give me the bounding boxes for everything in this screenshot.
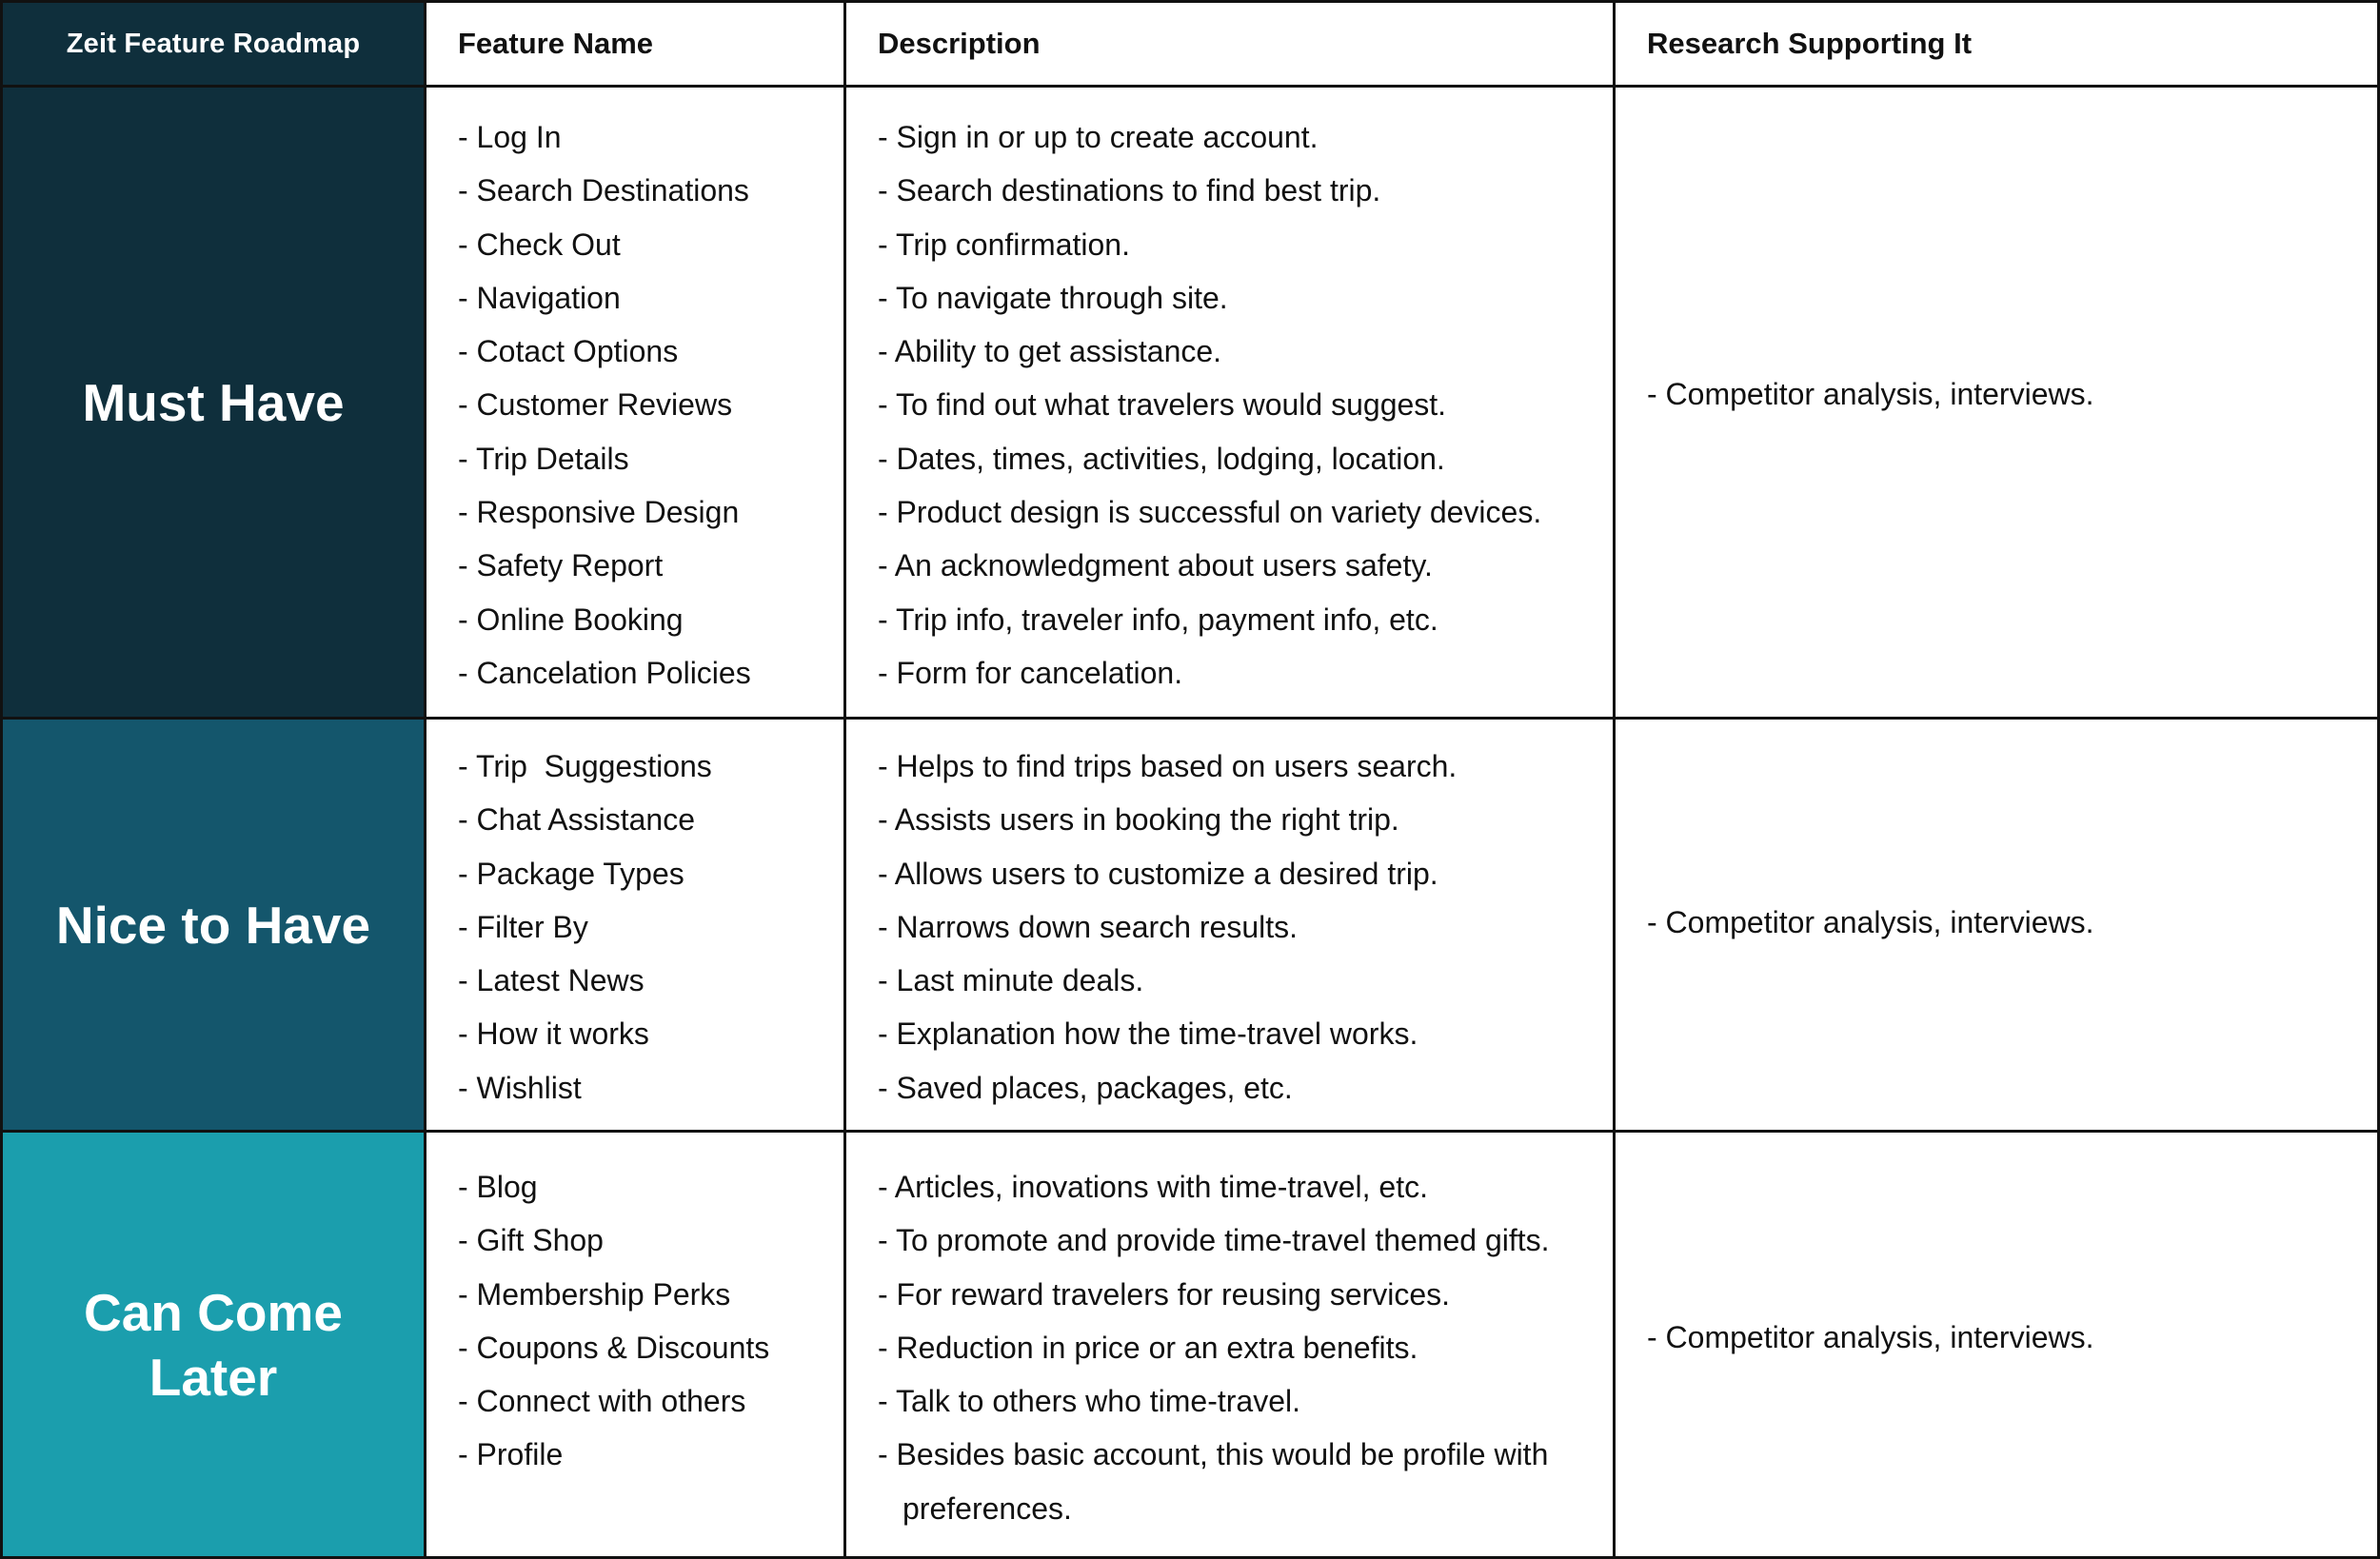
list-item: - Online Booking xyxy=(458,602,684,637)
list-item: - Customer Reviews xyxy=(458,387,733,423)
list-item: - Saved places, packages, etc. xyxy=(878,1070,1293,1105)
can-come-later-descriptions xyxy=(843,1130,1613,1556)
list-item: - Last minute deals. xyxy=(878,963,1144,998)
list-item: - Trip confirmation. xyxy=(878,227,1130,262)
list-item: - Product design is successful on variety devices. xyxy=(878,495,1542,530)
list-item: - Connect with others xyxy=(458,1384,746,1419)
list-item: - Blog xyxy=(458,1170,538,1204)
category-nice-to-have: Nice to Have xyxy=(3,717,424,1130)
nice-to-have-research: - Competitor analysis, interviews. xyxy=(1613,717,2377,1130)
feature-list xyxy=(426,720,843,1115)
feature-list xyxy=(426,1133,843,1482)
list-item: - Sign in or up to create account. xyxy=(878,120,1319,154)
list-item: - For reward travelers for reusing services. xyxy=(878,1276,1451,1312)
list-item: - Chat Assistance xyxy=(458,802,695,838)
list-item: - Allows users to customize a desired trip. xyxy=(878,856,1438,891)
description-header: Description xyxy=(843,3,1613,85)
feature-list xyxy=(426,88,843,700)
must-have-research: - Competitor analysis, interviews. xyxy=(1613,85,2377,717)
list-item: - Form for cancelation. xyxy=(878,655,1183,690)
list-item: - Cancelation Policies xyxy=(458,655,751,690)
list-item: - Ability to get assistance. xyxy=(878,334,1222,369)
list-item: - Talk to others who time-travel. xyxy=(878,1384,1301,1419)
description-list xyxy=(846,720,1613,1115)
list-item: - To find out what travelers would suggest. xyxy=(878,387,1447,423)
list-item: - Articles, inovations with time-travel, etc. xyxy=(878,1170,1428,1204)
list-item: - Besides basic account, this would be profile with preferences. xyxy=(878,1437,1549,1526)
list-item: - To navigate through site. xyxy=(878,280,1228,315)
list-item: - Filter By xyxy=(458,909,588,944)
list-item: - How it works xyxy=(458,1016,649,1052)
list-item: - Search Destinations xyxy=(458,173,749,208)
must-have-descriptions xyxy=(843,85,1613,717)
list-item: - Latest News xyxy=(458,963,645,998)
list-item: - Reduction in price or an extra benefits. xyxy=(878,1330,1418,1365)
list-item: - Wishlist xyxy=(458,1070,582,1105)
list-item: - Safety Report xyxy=(458,548,664,583)
list-item: - Membership Perks xyxy=(458,1276,731,1312)
list-item: - Navigation xyxy=(458,280,621,315)
roadmap-title: Zeit Feature Roadmap xyxy=(3,3,424,85)
list-item: - Profile xyxy=(458,1437,564,1472)
can-come-later-research: - Competitor analysis, interviews. xyxy=(1613,1130,2377,1556)
list-item: - Gift Shop xyxy=(458,1223,604,1258)
list-item: - Trip info, traveler info, payment info, etc. xyxy=(878,602,1438,637)
list-item: - Trip Suggestions xyxy=(458,749,712,783)
list-item: - Log In xyxy=(458,120,562,154)
list-item: - An acknowledgment about users safety. xyxy=(878,548,1433,583)
list-item: - To promote and provide time-travel themed gifts. xyxy=(878,1223,1550,1258)
list-item: - Trip Details xyxy=(458,441,629,476)
nice-to-have-descriptions xyxy=(843,717,1613,1130)
list-item: - Cotact Options xyxy=(458,334,679,369)
list-item: - Responsive Design xyxy=(458,495,740,530)
can-come-later-features xyxy=(424,1130,843,1556)
list-item: - Dates, times, activities, lodging, location. xyxy=(878,441,1445,476)
list-item: - Explanation how the time-travel works. xyxy=(878,1016,1418,1052)
category-can-come-later: Can Come Later xyxy=(3,1130,424,1556)
list-item: - Coupons & Discounts xyxy=(458,1330,770,1365)
research-header: Research Supporting It xyxy=(1613,3,2377,85)
must-have-features xyxy=(424,85,843,717)
feature-name-header: Feature Name xyxy=(424,3,843,85)
list-item: - Search destinations to find best trip. xyxy=(878,173,1381,208)
description-list xyxy=(846,88,1613,700)
list-item: - Narrows down search results. xyxy=(878,909,1299,944)
nice-to-have-features xyxy=(424,717,843,1130)
list-item: - Assists users in booking the right trip. xyxy=(878,802,1399,838)
category-must-have: Must Have xyxy=(3,85,424,717)
list-item: - Helps to find trips based on users search. xyxy=(878,749,1458,783)
list-item: - Check Out xyxy=(458,227,621,262)
description-list xyxy=(846,1133,1613,1535)
list-item: - Package Types xyxy=(458,856,684,891)
